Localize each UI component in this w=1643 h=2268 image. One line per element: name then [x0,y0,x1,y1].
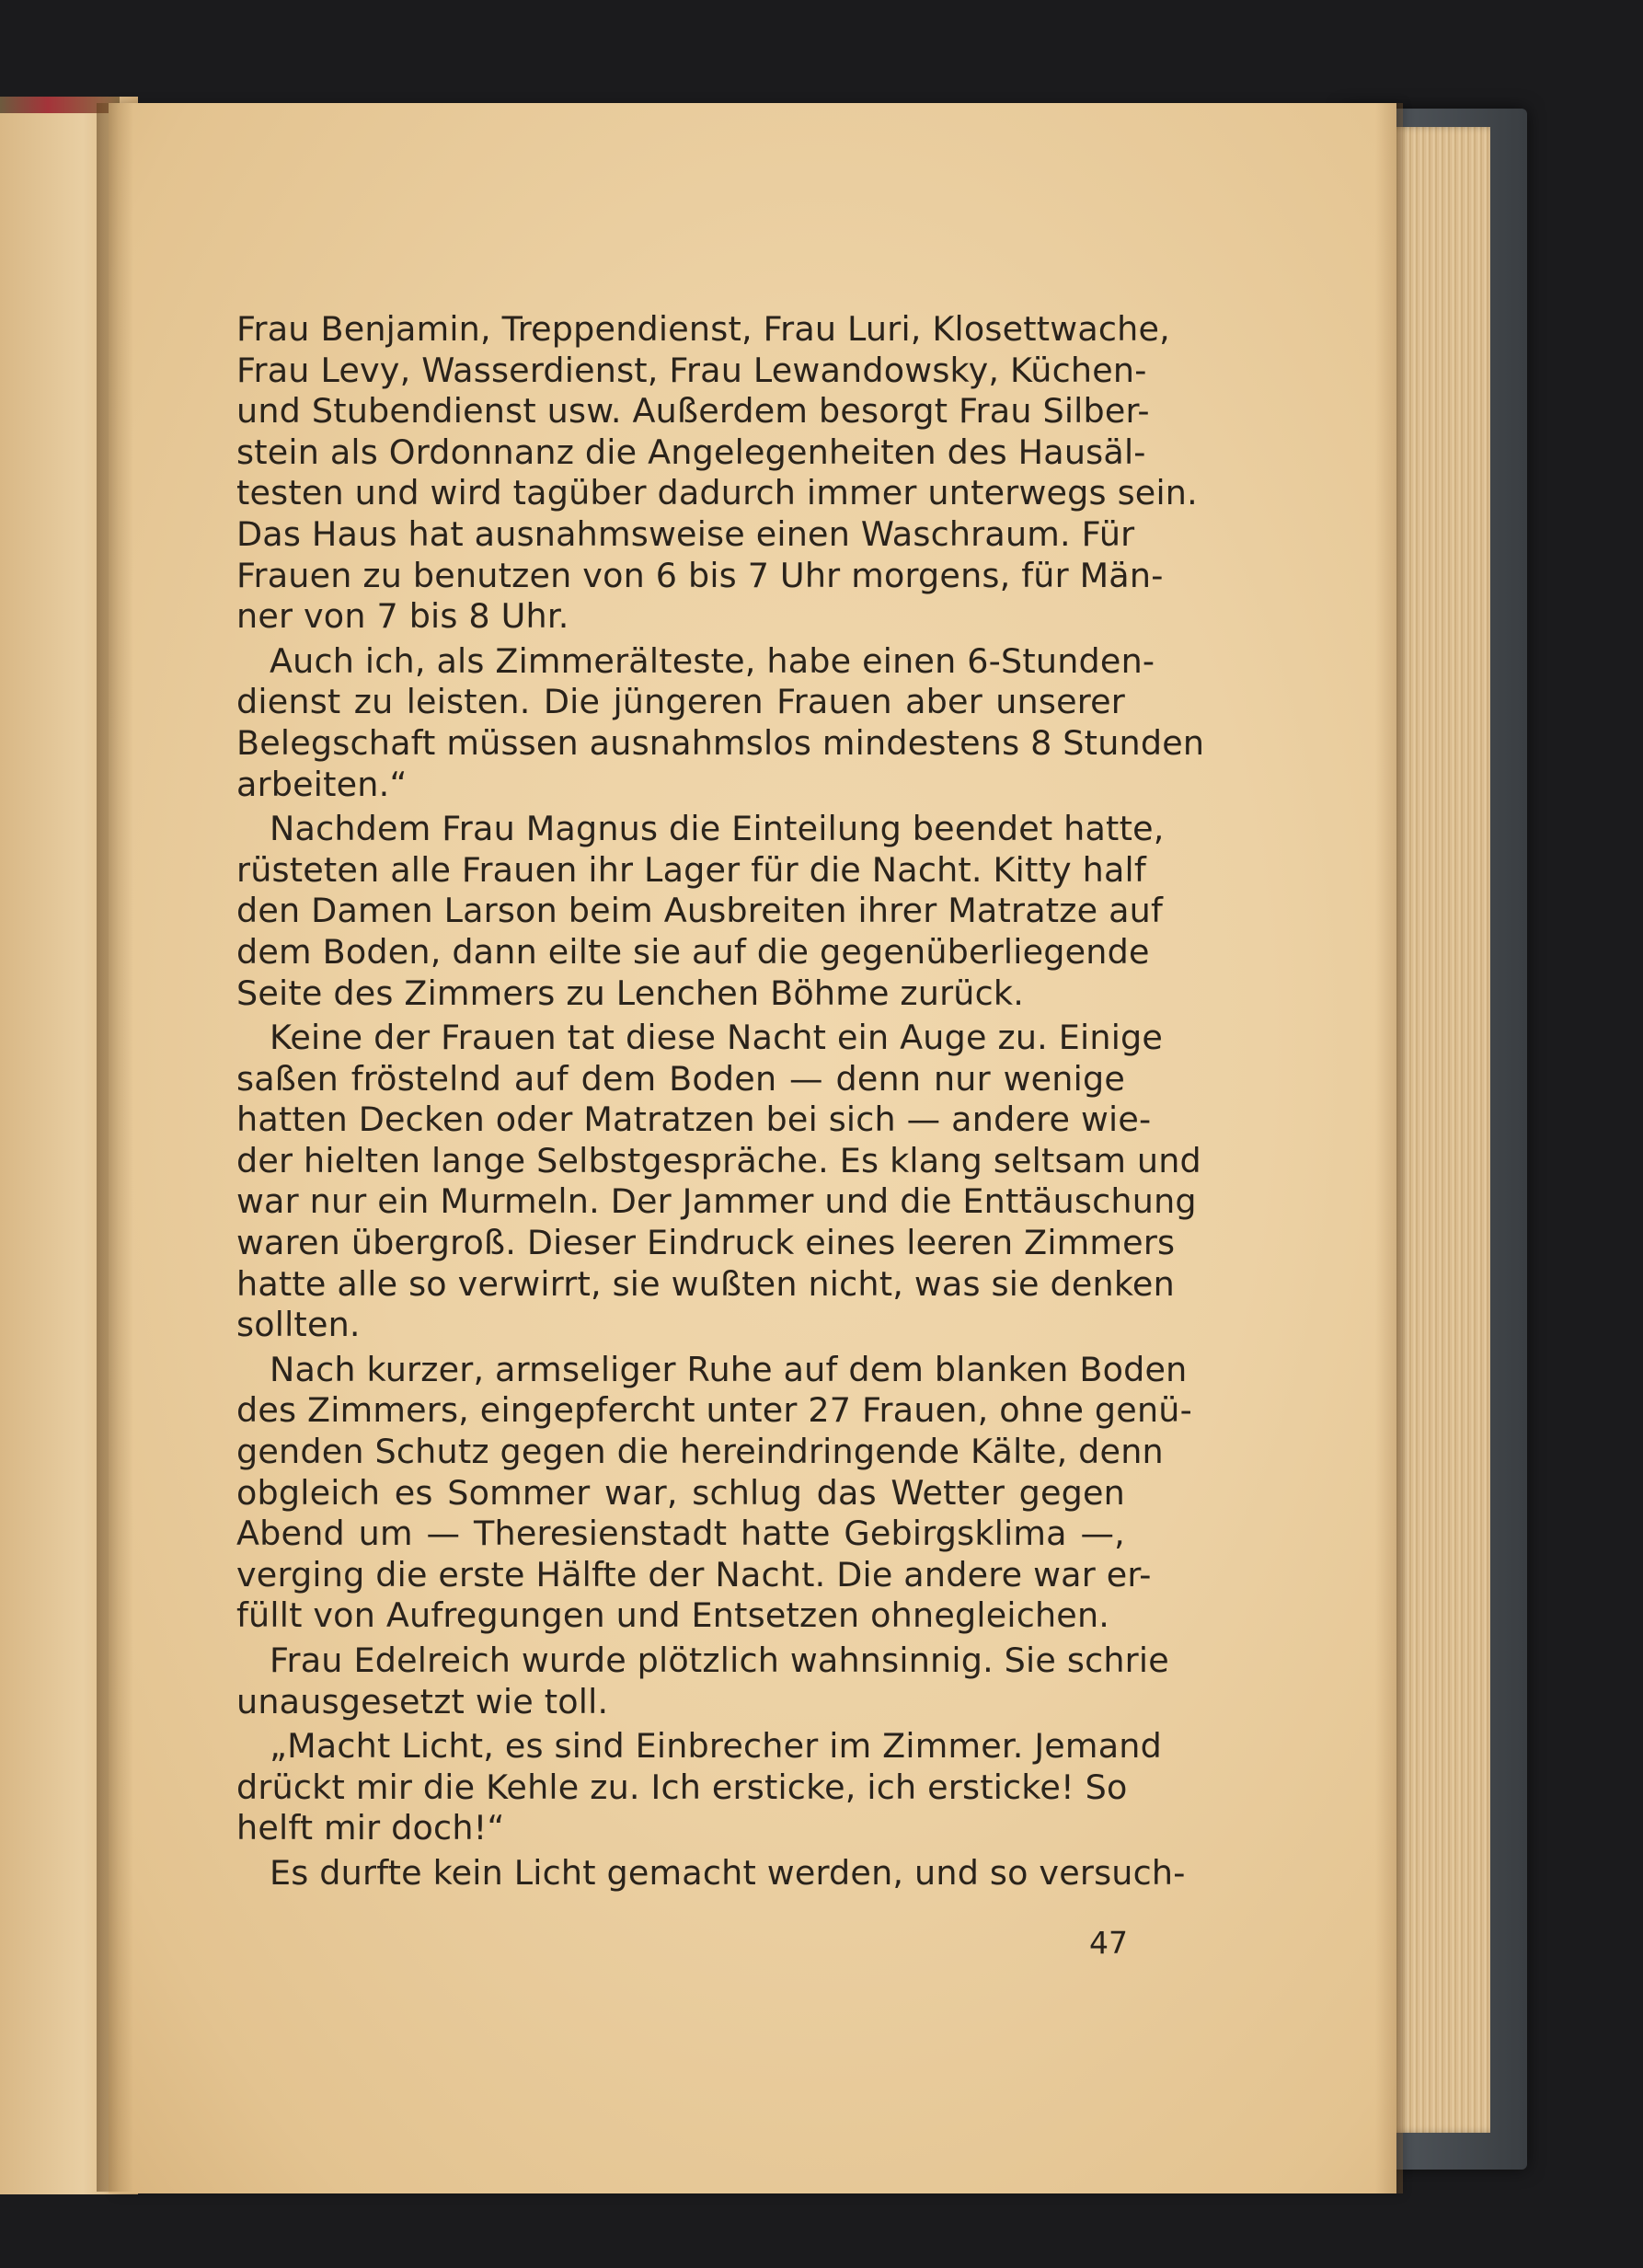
text-line: stein als Ordonnanz die Angelegenheiten des Hausäl- [236,432,1146,472]
gutter-shadow [97,103,133,2192]
text-line: Frau Edelreich wurde plötzlich wahnsinnig. Sie schrie [270,1641,1169,1680]
text-line: rüsteten alle Frauen ihr Lager für die Nacht. Kitty half [236,849,1146,890]
text-line: Auch ich, als Zimmerälteste, habe einen 6-Stunden- [270,640,1155,681]
text-line: den Damen Larson beim Ausbreiten ihrer Matratze auf [236,891,1164,931]
text-line: genden Schutz gegen die hereindringende Kälte, denn [236,1432,1164,1472]
text-line: Das Haus hat ausnahmsweise einen Waschraum. Für [236,513,1135,554]
page-text [236,309,1205,1894]
text-line: Nach kurzer, armseliger Ruhe auf dem blanken Boden [270,1349,1188,1389]
text-line: Nachdem Frau Magnus die Einteilung beendet hatte, [270,809,1165,849]
text-line: Frau Levy, Wasserdienst, Frau Lewandowsky, Küchen- [236,350,1147,390]
text-line: helft mir doch!“ [236,1808,505,1848]
text-line: Seite des Zimmers zu Lenchen Böhme zurück. [236,973,1025,1013]
text-line: waren übergroß. Dieser Eindruck eines leeren Zimmers [236,1223,1176,1263]
text-line: füllt von Aufregungen und Entsetzen ohnegleichen. [236,1595,1110,1636]
text-line: Belegschaft müssen ausnahmslos mindestens 8 Stunden [236,722,1205,763]
text-line: drückt mir die Kehle zu. Ich ersticke, ich ersticke! So [236,1767,1128,1807]
text-line: saßen fröstelnd auf dem Boden — denn nur wenige [236,1058,1125,1099]
text-line: sollten. [236,1305,361,1345]
text-line: Frauen zu benutzen von 6 bis 7 Uhr morgens, für Män- [236,555,1164,595]
text-line: hatten Decken oder Matratzen bei sich — andere wie- [236,1099,1152,1140]
text-line: unausgesetzt wie toll. [236,1681,609,1721]
text-line: Frau Benjamin, Treppendienst, Frau Luri, Klosettwache, [236,309,1170,349]
text-line: testen und wird tagüber dadurch immer unterwegs sein. [236,473,1198,513]
text-line: arbeiten.“ [236,764,408,804]
page-edge-shadow [1375,103,1403,2193]
text-line: war nur ein Murmeln. Der Jammer und die Enttäuschung [236,1181,1197,1222]
text-line: „Macht Licht, es sind Einbrecher im Zimmer. Jemand [270,1726,1162,1767]
text-line: hatte alle so verwirrt, sie wußten nicht, was sie denken [236,1263,1175,1304]
text-line: und Stubendienst usw. Außerdem besorgt Frau Silber- [236,391,1150,432]
text-line: dienst zu leisten. Die jüngeren Frauen aber unserer [236,682,1125,722]
page-number: 47 [1089,1925,1128,1961]
text-line: Keine der Frauen tat diese Nacht ein Auge zu. Einige [270,1018,1164,1058]
text-line: des Zimmers, eingepfercht unter 27 Frauen, ohne genü- [236,1390,1192,1431]
text-line: der hielten lange Selbstgespräche. Es klang seltsam und [236,1140,1201,1180]
text-line: Abend um — Theresienstadt hatte Gebirgsklima —, [236,1514,1125,1554]
text-line: obgleich es Sommer war, schlug das Wetter gegen [236,1472,1125,1513]
text-line: Es durfte kein Licht gemacht werden, und so versuch- [270,1852,1186,1893]
text-line: dem Boden, dann eilte sie auf die gegenüberliegende [236,931,1150,972]
text-line: ner von 7 bis 8 Uhr. [236,596,569,637]
text-line: verging die erste Hälfte der Nacht. Die andere war er- [236,1554,1152,1595]
